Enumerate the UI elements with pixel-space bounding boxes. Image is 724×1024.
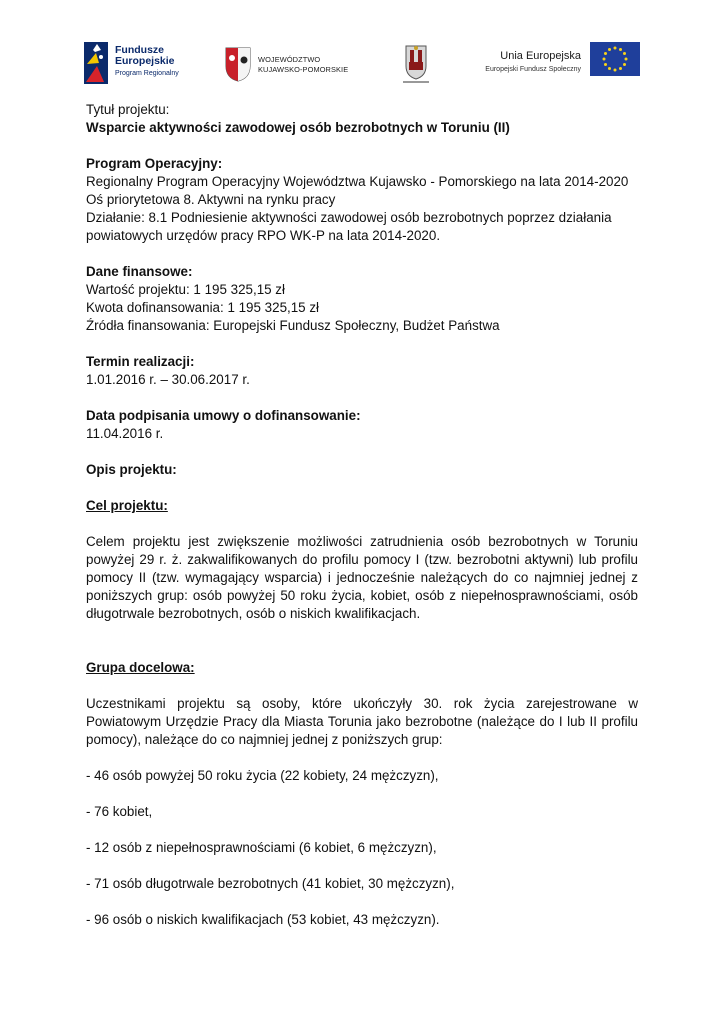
finance-sources: Źródła finansowania: Europejski Fundusz Społeczny, Budżet Państwa xyxy=(86,318,500,333)
fe-title xyxy=(115,45,175,67)
eu-stars-icon xyxy=(590,42,640,76)
kp-line2: KUJAWSKO-POMORSKIE xyxy=(258,65,349,74)
program-line: powiatowych urzędów pracy RPO WK-P na lata 2014-2020. xyxy=(86,228,441,243)
fe-line1: Fundusze xyxy=(115,44,164,56)
target-group-item: - 76 kobiet, xyxy=(86,804,153,819)
kp-text xyxy=(258,55,348,75)
logo-bar xyxy=(84,42,640,86)
project-title-value: Wsparcie aktywności zawodowej osób bezrobotnych w Toruniu (II) xyxy=(86,120,510,135)
document-body xyxy=(86,101,638,929)
description-label: Opis projektu: xyxy=(86,462,177,477)
project-title-label: Tytuł projektu: xyxy=(86,102,170,117)
torun-crest-icon xyxy=(400,42,432,84)
program-line: Oś priorytetowa 8. Aktywni na rynku pracy xyxy=(86,192,336,207)
unia-europejska-logo xyxy=(476,42,640,86)
signing-label: Data podpisania umowy o dofinansowanie: xyxy=(86,408,361,423)
finance-label: Dane finansowe: xyxy=(86,264,193,279)
ue-subtitle: Europejski Fundusz Społeczny xyxy=(485,66,581,73)
finance-value: Wartość projektu: 1 195 325,15 zł xyxy=(86,282,285,297)
program-line: Działanie: 8.1 Podniesienie aktywności zawodowej osób bezrobotnych poprzez działania xyxy=(86,210,612,225)
torun-city-logo xyxy=(400,42,434,86)
signing-value: 11.04.2016 r. xyxy=(86,426,164,441)
fe-subtitle: Program Regionalny xyxy=(115,70,179,77)
ue-title: Unia Europejska xyxy=(500,50,581,62)
kujawsko-pomorskie-crest-icon xyxy=(224,46,252,82)
target-group-item: - 96 osób o niskich kwalifikacjach (53 kobiet, 43 mężczyzn). xyxy=(86,912,440,927)
kujawsko-pomorskie-logo xyxy=(224,42,364,86)
fundusze-europejskie-logo xyxy=(84,42,204,86)
goal-label: Cel projektu: xyxy=(86,498,168,513)
fe-line2: Europejskie xyxy=(115,55,175,67)
fundusze-europejskie-emblem-icon xyxy=(84,42,110,84)
target-group-item: - 12 osób z niepełnosprawnościami (6 kobiet, 6 mężczyzn), xyxy=(86,840,437,855)
program-label: Program Operacyjny: xyxy=(86,156,223,171)
target-group-text: Uczestnikami projektu są osoby, które ukończyły 30. rok życia zarejestrowane w Powiatowym Urzędzie Pracy dla Miasta Torunia jako bezrobotne (należące do I lub II profilu pomocy), należące do co najmniej jednej z poniższych grup: xyxy=(86,696,638,747)
target-group-label: Grupa docelowa: xyxy=(86,660,195,675)
goal-text: Celem projektu jest zwiększenie możliwości zatrudnienia osób bezrobotnych w Toruniu powyżej 29 r. ż. zakwalifikowanych do profilu pomocy I (tzw. bezrobotni aktywni) lub profilu pomocy II (tzw. wymagający wsparcia) i jednocześnie należących do co najmniej jednej z poniższych grup: osób powyżej 50 roku życia, kobiet, osób z niepełnosprawnościami, osób długotrwale bezrobotnych, osób o niskich kwalifikacjach. xyxy=(86,534,638,621)
kp-line1: WOJEWÓDZTWO xyxy=(258,55,321,64)
term-value: 1.01.2016 r. – 30.06.2017 r. xyxy=(86,372,250,387)
eu-flag xyxy=(590,42,640,76)
target-group-item: - 71 osób długotrwale bezrobotnych (41 kobiet, 30 mężczyzn), xyxy=(86,876,455,891)
term-label: Termin realizacji: xyxy=(86,354,195,369)
program-line: Regionalny Program Operacyjny Województwa Kujawsko - Pomorskiego na lata 2014-2020 xyxy=(86,174,629,189)
target-group-item: - 46 osób powyżej 50 roku życia (22 kobiety, 24 mężczyzn), xyxy=(86,768,439,783)
finance-cofinancing: Kwota dofinansowania: 1 195 325,15 zł xyxy=(86,300,320,315)
